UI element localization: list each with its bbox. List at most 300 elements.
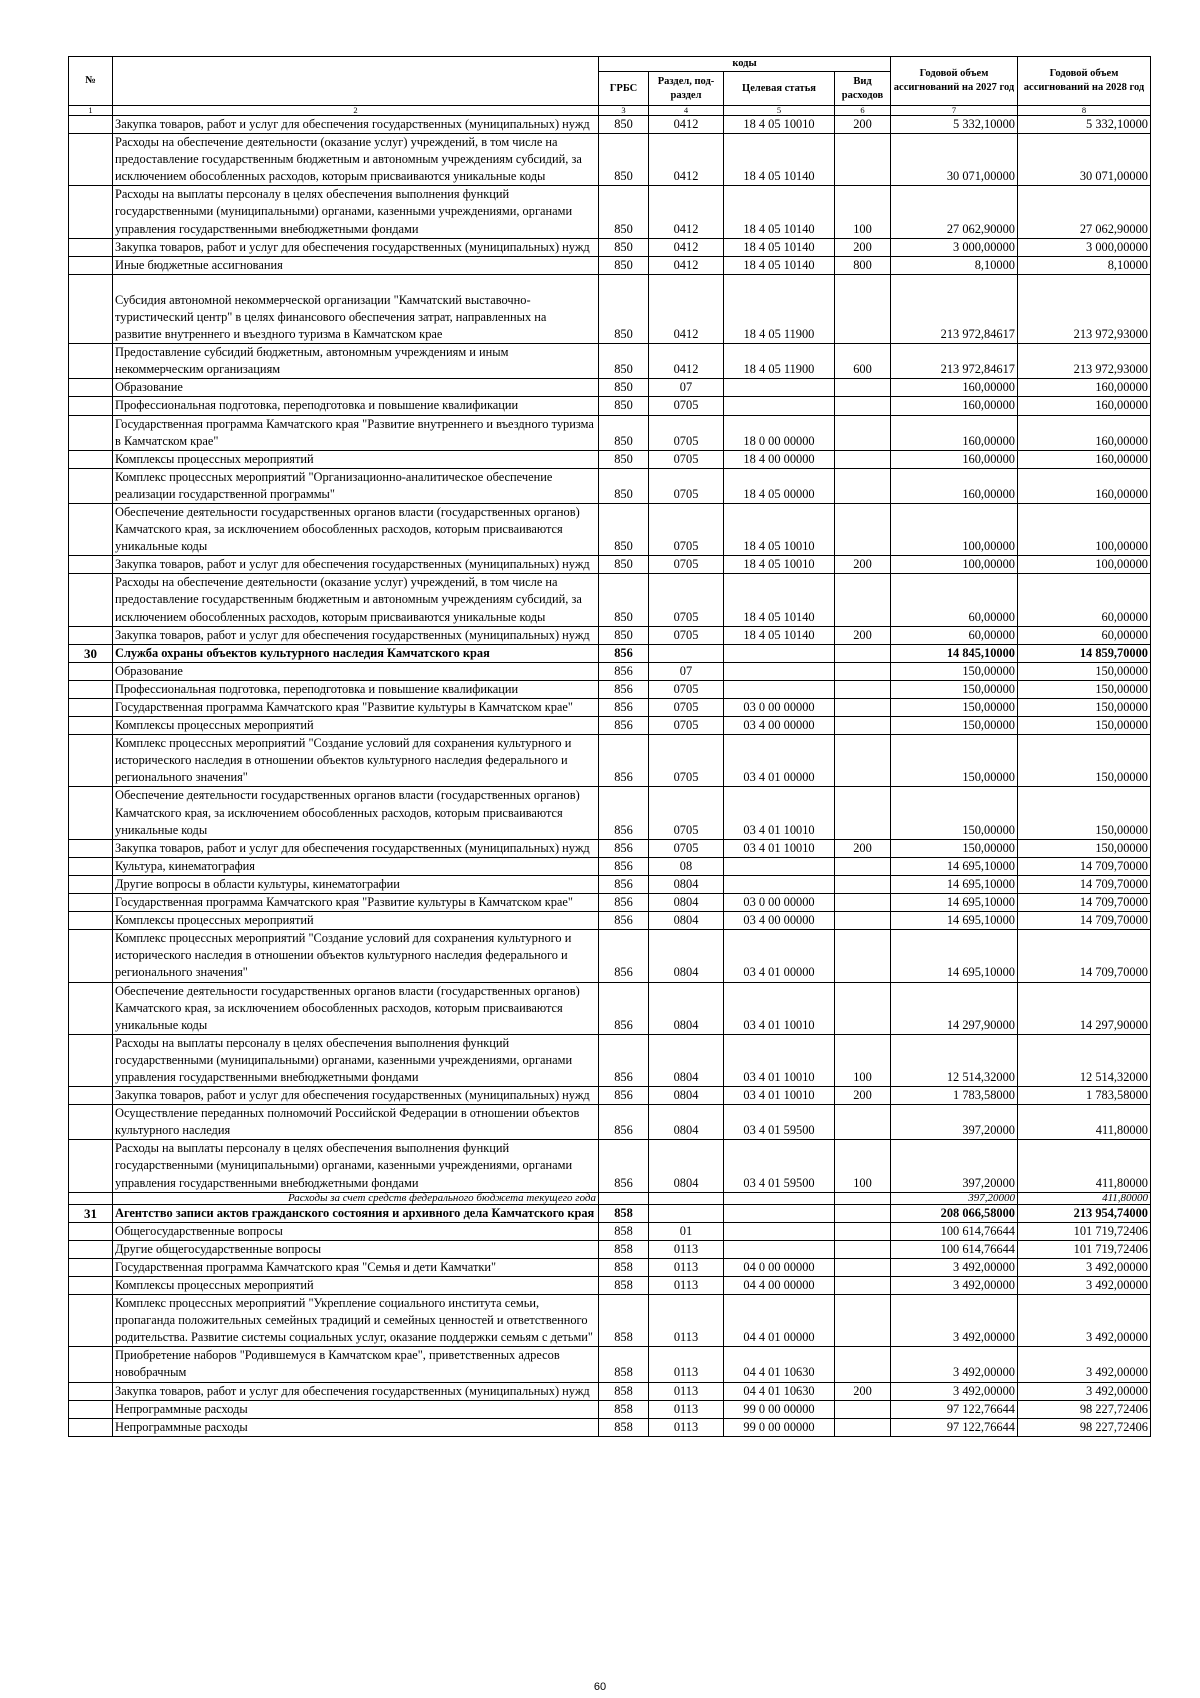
row-name: Обеспечение деятельности государственных органов власти (государственных органов) Камчатского края, за исключением обособленных расходов, которым присваиваются уникальные коды xyxy=(113,982,599,1034)
row-grbs: 858 xyxy=(599,1382,649,1400)
row-type xyxy=(835,930,891,982)
row-number xyxy=(69,238,113,256)
row-grbs: 856 xyxy=(599,930,649,982)
row-type xyxy=(835,397,891,415)
row-type xyxy=(835,912,891,930)
row-amount-2028: 3 492,00000 xyxy=(1018,1295,1151,1347)
row-grbs: 858 xyxy=(599,1347,649,1382)
row-number xyxy=(69,839,113,857)
row-section: 0412 xyxy=(649,238,724,256)
row-target: 18 4 05 10140 xyxy=(724,134,835,186)
table-row xyxy=(69,397,1151,415)
row-name: Расходы на обеспечение деятельности (оказание услуг) учреждений, в том числе на предоставление государственным бюджетным и автономным учреждениям субсидий, за исключением обособленных расходов, которым присваиваются уникальные коды xyxy=(113,574,599,626)
row-type xyxy=(835,1222,891,1240)
column-number: 6 xyxy=(835,106,891,116)
row-amount-2027: 8,10000 xyxy=(891,256,1018,274)
row-number xyxy=(69,256,113,274)
row-amount-2027: 208 066,58000 xyxy=(891,1204,1018,1222)
row-name: Закупка товаров, работ и услуг для обеспечения государственных (муниципальных) нужд xyxy=(113,839,599,857)
row-name: Комплексы процессных мероприятий xyxy=(113,717,599,735)
row-amount-2028: 60,00000 xyxy=(1018,626,1151,644)
row-type: 100 xyxy=(835,1034,891,1086)
row-section: 0705 xyxy=(649,574,724,626)
row-amount-2028: 213 972,93000 xyxy=(1018,344,1151,379)
row-section: 0113 xyxy=(649,1295,724,1347)
row-number xyxy=(69,1034,113,1086)
row-target: 03 0 00 00000 xyxy=(724,699,835,717)
table-row xyxy=(69,415,1151,450)
row-amount-2028: 150,00000 xyxy=(1018,680,1151,698)
row-section: 0113 xyxy=(649,1240,724,1258)
row-section: 0804 xyxy=(649,1034,724,1086)
row-amount-2027: 213 972,84617 xyxy=(891,344,1018,379)
row-amount-2027: 14 695,10000 xyxy=(891,930,1018,982)
row-grbs: 856 xyxy=(599,1140,649,1192)
row-target: 18 4 05 00000 xyxy=(724,468,835,503)
row-grbs: 856 xyxy=(599,894,649,912)
table-row xyxy=(69,735,1151,787)
row-type xyxy=(835,1105,891,1140)
table-row xyxy=(69,1240,1151,1258)
row-name: Обеспечение деятельности государственных органов власти (государственных органов) Камчатского края, за исключением обособленных расходов, которым присваиваются уникальные коды xyxy=(113,503,599,555)
row-target: 18 4 05 10140 xyxy=(724,574,835,626)
header-name xyxy=(113,57,599,106)
row-target xyxy=(724,1222,835,1240)
row-amount-2027: 160,00000 xyxy=(891,379,1018,397)
row-number xyxy=(69,1192,113,1204)
row-amount-2027: 14 695,10000 xyxy=(891,875,1018,893)
row-section: 0113 xyxy=(649,1400,724,1418)
row-amount-2028: 14 709,70000 xyxy=(1018,857,1151,875)
row-target: 99 0 00 00000 xyxy=(724,1400,835,1418)
row-amount-2028: 3 492,00000 xyxy=(1018,1277,1151,1295)
row-grbs: 856 xyxy=(599,982,649,1034)
row-target: 03 4 00 00000 xyxy=(724,717,835,735)
row-name: Обеспечение деятельности государственных органов власти (государственных органов) Камчатского края, за исключением обособленных расходов, которым присваиваются уникальные коды xyxy=(113,787,599,839)
row-amount-2027: 14 695,10000 xyxy=(891,857,1018,875)
row-number xyxy=(69,857,113,875)
row-grbs: 856 xyxy=(599,717,649,735)
row-grbs: 856 xyxy=(599,875,649,893)
row-type: 800 xyxy=(835,256,891,274)
row-grbs: 858 xyxy=(599,1418,649,1436)
row-grbs: 850 xyxy=(599,574,649,626)
row-number xyxy=(69,1140,113,1192)
row-type xyxy=(835,1258,891,1276)
table-row xyxy=(69,468,1151,503)
row-section: 0804 xyxy=(649,875,724,893)
row-type xyxy=(835,644,891,662)
row-type xyxy=(835,1400,891,1418)
row-amount-2028: 100,00000 xyxy=(1018,503,1151,555)
row-name: Закупка товаров, работ и услуг для обеспечения государственных (муниципальных) нужд xyxy=(113,626,599,644)
row-target xyxy=(724,662,835,680)
row-amount-2028: 101 719,72406 xyxy=(1018,1222,1151,1240)
row-type: 100 xyxy=(835,186,891,238)
row-type: 200 xyxy=(835,1087,891,1105)
row-amount-2027: 14 695,10000 xyxy=(891,912,1018,930)
row-target: 03 4 01 00000 xyxy=(724,930,835,982)
row-number xyxy=(69,1382,113,1400)
row-type xyxy=(835,1192,891,1204)
row-name: Закупка товаров, работ и услуг для обеспечения государственных (муниципальных) нужд xyxy=(113,238,599,256)
header-type: Вид расходов xyxy=(835,72,891,106)
table-row xyxy=(69,1087,1151,1105)
row-section: 0705 xyxy=(649,717,724,735)
row-name: Комплексы процессных мероприятий xyxy=(113,450,599,468)
row-amount-2027: 150,00000 xyxy=(891,735,1018,787)
row-grbs: 850 xyxy=(599,379,649,397)
row-name: Комплекс процессных мероприятий "Создание условий для сохранения культурного и исторического наследия в отношении объектов культурного наследия федерального и регионального значения" xyxy=(113,930,599,982)
row-amount-2028: 1 783,58000 xyxy=(1018,1087,1151,1105)
row-amount-2028: 60,00000 xyxy=(1018,574,1151,626)
row-amount-2027: 160,00000 xyxy=(891,468,1018,503)
row-target xyxy=(724,644,835,662)
row-target xyxy=(724,379,835,397)
row-target: 18 4 05 10010 xyxy=(724,116,835,134)
row-type xyxy=(835,450,891,468)
row-section: 01 xyxy=(649,1222,724,1240)
table-row xyxy=(69,1222,1151,1240)
row-name: Предоставление субсидий бюджетным, автономным учреждениям и иным некоммерческим организациям xyxy=(113,344,599,379)
row-number xyxy=(69,1087,113,1105)
row-number xyxy=(69,717,113,735)
row-name: Государственная программа Камчатского края "Развитие внутреннего и въездного туризма в Камчатском крае" xyxy=(113,415,599,450)
row-name: Другие общегосударственные вопросы xyxy=(113,1240,599,1258)
row-section: 0705 xyxy=(649,787,724,839)
row-amount-2028: 3 492,00000 xyxy=(1018,1382,1151,1400)
row-number xyxy=(69,1240,113,1258)
row-number xyxy=(69,982,113,1034)
row-number xyxy=(69,1347,113,1382)
row-grbs: 850 xyxy=(599,274,649,343)
row-number xyxy=(69,626,113,644)
row-type xyxy=(835,894,891,912)
row-name: Агентство записи актов гражданского состояния и архивного дела Камчатского края xyxy=(113,1204,599,1222)
header-2027: Годовой объем ассигнований на 2027 год xyxy=(891,57,1018,106)
table-row xyxy=(69,1258,1151,1276)
column-number: 8 xyxy=(1018,106,1151,116)
row-amount-2028: 14 709,70000 xyxy=(1018,894,1151,912)
row-number xyxy=(69,699,113,717)
table-row xyxy=(69,238,1151,256)
row-amount-2027: 1 783,58000 xyxy=(891,1087,1018,1105)
row-target xyxy=(724,857,835,875)
row-section: 0113 xyxy=(649,1258,724,1276)
row-type xyxy=(835,468,891,503)
row-number: 30 xyxy=(69,644,113,662)
row-grbs: 858 xyxy=(599,1277,649,1295)
row-amount-2028: 27 062,90000 xyxy=(1018,186,1151,238)
row-section xyxy=(649,1192,724,1204)
row-amount-2027: 14 695,10000 xyxy=(891,894,1018,912)
row-amount-2027: 60,00000 xyxy=(891,574,1018,626)
row-number xyxy=(69,1277,113,1295)
table-row xyxy=(69,680,1151,698)
table-row xyxy=(69,503,1151,555)
row-section: 0705 xyxy=(649,415,724,450)
row-name: Расходы на выплаты персоналу в целях обеспечения выполнения функций государственными (муниципальными) органами, казенными учреждениями, органами управления государственными внебюджетными фондами xyxy=(113,186,599,238)
row-grbs: 856 xyxy=(599,735,649,787)
row-section: 0113 xyxy=(649,1277,724,1295)
row-name: Расходы за счет средств федерального бюджета текущего года xyxy=(113,1192,599,1204)
row-name: Общегосударственные вопросы xyxy=(113,1222,599,1240)
row-amount-2028: 411,80000 xyxy=(1018,1105,1151,1140)
row-type: 200 xyxy=(835,238,891,256)
row-type xyxy=(835,1418,891,1436)
row-target: 03 4 01 10010 xyxy=(724,839,835,857)
row-grbs: 850 xyxy=(599,256,649,274)
table-row xyxy=(69,116,1151,134)
row-type xyxy=(835,787,891,839)
table-row xyxy=(69,1192,1151,1204)
table-row xyxy=(69,717,1151,735)
row-target xyxy=(724,1204,835,1222)
row-amount-2027: 150,00000 xyxy=(891,699,1018,717)
row-target: 04 4 00 00000 xyxy=(724,1277,835,1295)
column-number: 4 xyxy=(649,106,724,116)
row-target xyxy=(724,1192,835,1204)
row-number xyxy=(69,735,113,787)
row-number xyxy=(69,680,113,698)
row-name: Закупка товаров, работ и услуг для обеспечения государственных (муниципальных) нужд xyxy=(113,116,599,134)
row-number: 31 xyxy=(69,1204,113,1222)
row-section: 0705 xyxy=(649,468,724,503)
row-type xyxy=(835,662,891,680)
row-section: 0412 xyxy=(649,116,724,134)
row-name: Государственная программа Камчатского края "Семья и дети Камчатки" xyxy=(113,1258,599,1276)
row-grbs: 858 xyxy=(599,1240,649,1258)
row-grbs xyxy=(599,1192,649,1204)
row-section: 0804 xyxy=(649,1087,724,1105)
row-grbs: 858 xyxy=(599,1258,649,1276)
row-type: 100 xyxy=(835,1140,891,1192)
row-target: 03 4 01 10010 xyxy=(724,1034,835,1086)
row-section xyxy=(649,1204,724,1222)
row-section: 0804 xyxy=(649,982,724,1034)
row-target: 18 0 00 00000 xyxy=(724,415,835,450)
row-number xyxy=(69,134,113,186)
row-name: Комплекс процессных мероприятий "Создание условий для сохранения культурного и исторического наследия в отношении объектов культурного наследия федерального и регионального значения" xyxy=(113,735,599,787)
row-name: Закупка товаров, работ и услуг для обеспечения государственных (муниципальных) нужд xyxy=(113,556,599,574)
row-name: Закупка товаров, работ и услуг для обеспечения государственных (муниципальных) нужд xyxy=(113,1087,599,1105)
row-amount-2028: 14 709,70000 xyxy=(1018,875,1151,893)
row-type xyxy=(835,574,891,626)
header-target: Целевая статья xyxy=(724,72,835,106)
row-grbs: 850 xyxy=(599,450,649,468)
row-amount-2027: 150,00000 xyxy=(891,717,1018,735)
row-target xyxy=(724,875,835,893)
row-section: 0113 xyxy=(649,1418,724,1436)
row-type xyxy=(835,1240,891,1258)
table-row xyxy=(69,787,1151,839)
row-amount-2028: 3 492,00000 xyxy=(1018,1258,1151,1276)
row-number xyxy=(69,397,113,415)
row-amount-2028: 3 000,00000 xyxy=(1018,238,1151,256)
row-name: Закупка товаров, работ и услуг для обеспечения государственных (муниципальных) нужд xyxy=(113,1382,599,1400)
row-number xyxy=(69,186,113,238)
row-type xyxy=(835,1277,891,1295)
row-section xyxy=(649,644,724,662)
table-header xyxy=(69,57,1151,116)
row-name: Осуществление переданных полномочий Российской Федерации в отношении объектов культурного наследия xyxy=(113,1105,599,1140)
row-grbs: 856 xyxy=(599,644,649,662)
row-target: 03 4 01 00000 xyxy=(724,735,835,787)
table-row xyxy=(69,644,1151,662)
header-codes: коды xyxy=(599,57,891,72)
row-section: 0412 xyxy=(649,344,724,379)
budget-table-container xyxy=(68,56,1150,1437)
row-amount-2028: 98 227,72406 xyxy=(1018,1418,1151,1436)
header-section: Раздел, под-раздел xyxy=(649,72,724,106)
table-row xyxy=(69,344,1151,379)
row-amount-2028: 160,00000 xyxy=(1018,450,1151,468)
table-row xyxy=(69,1140,1151,1192)
row-number xyxy=(69,450,113,468)
row-number xyxy=(69,344,113,379)
row-type xyxy=(835,735,891,787)
row-grbs: 856 xyxy=(599,1087,649,1105)
row-type: 200 xyxy=(835,839,891,857)
table-row xyxy=(69,839,1151,857)
row-type xyxy=(835,717,891,735)
row-grbs: 856 xyxy=(599,857,649,875)
row-amount-2027: 3 492,00000 xyxy=(891,1382,1018,1400)
row-type: 200 xyxy=(835,556,891,574)
row-amount-2028: 411,80000 xyxy=(1018,1192,1151,1204)
row-amount-2027: 160,00000 xyxy=(891,397,1018,415)
row-amount-2028: 150,00000 xyxy=(1018,839,1151,857)
row-name: Расходы на выплаты персоналу в целях обеспечения выполнения функций государственными (муниципальными) органами, казенными учреждениями, органами управления государственными внебюджетными фондами xyxy=(113,1140,599,1192)
row-section: 08 xyxy=(649,857,724,875)
row-amount-2027: 150,00000 xyxy=(891,680,1018,698)
row-type xyxy=(835,982,891,1034)
header-grbs: ГРБС xyxy=(599,72,649,106)
row-section: 07 xyxy=(649,662,724,680)
table-row xyxy=(69,930,1151,982)
row-name: Расходы на обеспечение деятельности (оказание услуг) учреждений, в том числе на предоставление государственным бюджетным и автономным учреждениям субсидий, за исключением обособленных расходов, которым присваиваются уникальные коды xyxy=(113,134,599,186)
row-grbs: 856 xyxy=(599,680,649,698)
column-number: 5 xyxy=(724,106,835,116)
row-name: Комплекс процессных мероприятий "Организационно-аналитическое обеспечение реализации государственной программы" xyxy=(113,468,599,503)
row-type: 200 xyxy=(835,116,891,134)
row-target: 18 4 00 00000 xyxy=(724,450,835,468)
row-section: 0113 xyxy=(649,1347,724,1382)
row-amount-2028: 411,80000 xyxy=(1018,1140,1151,1192)
row-section: 0804 xyxy=(649,1140,724,1192)
row-number xyxy=(69,503,113,555)
header-number: № xyxy=(69,57,113,106)
row-name: Культура, кинематография xyxy=(113,857,599,875)
table-row xyxy=(69,894,1151,912)
row-amount-2027: 14 297,90000 xyxy=(891,982,1018,1034)
table-row xyxy=(69,1034,1151,1086)
row-type xyxy=(835,134,891,186)
table-body xyxy=(69,116,1151,1437)
table-row xyxy=(69,1105,1151,1140)
row-grbs: 856 xyxy=(599,1034,649,1086)
row-section: 0705 xyxy=(649,680,724,698)
row-amount-2028: 150,00000 xyxy=(1018,717,1151,735)
row-amount-2027: 100,00000 xyxy=(891,503,1018,555)
row-amount-2028: 150,00000 xyxy=(1018,699,1151,717)
table-row xyxy=(69,875,1151,893)
header-2028: Годовой объем ассигнований на 2028 год xyxy=(1018,57,1151,106)
row-target: 03 4 01 10010 xyxy=(724,982,835,1034)
row-name: Образование xyxy=(113,662,599,680)
row-target: 18 4 05 11900 xyxy=(724,274,835,343)
row-grbs: 850 xyxy=(599,116,649,134)
row-target: 03 0 00 00000 xyxy=(724,894,835,912)
table-row xyxy=(69,857,1151,875)
row-target: 04 0 00 00000 xyxy=(724,1258,835,1276)
row-section: 0113 xyxy=(649,1382,724,1400)
row-grbs: 856 xyxy=(599,699,649,717)
row-target: 04 4 01 10630 xyxy=(724,1382,835,1400)
row-amount-2027: 3 492,00000 xyxy=(891,1277,1018,1295)
row-type xyxy=(835,1347,891,1382)
table-row xyxy=(69,1418,1151,1436)
table-row xyxy=(69,1295,1151,1347)
row-name: Государственная программа Камчатского края "Развитие культуры в Камчатском крае" xyxy=(113,894,599,912)
row-amount-2027: 397,20000 xyxy=(891,1192,1018,1204)
row-grbs: 850 xyxy=(599,415,649,450)
row-section: 0705 xyxy=(649,699,724,717)
row-name: Другие вопросы в области культуры, кинематографии xyxy=(113,875,599,893)
row-grbs: 856 xyxy=(599,839,649,857)
row-target xyxy=(724,1240,835,1258)
row-type xyxy=(835,680,891,698)
row-amount-2027: 100 614,76644 xyxy=(891,1222,1018,1240)
row-amount-2027: 100 614,76644 xyxy=(891,1240,1018,1258)
row-number xyxy=(69,116,113,134)
table-row xyxy=(69,912,1151,930)
row-amount-2027: 3 492,00000 xyxy=(891,1295,1018,1347)
table-row xyxy=(69,1277,1151,1295)
row-grbs: 850 xyxy=(599,186,649,238)
row-target: 18 4 05 10140 xyxy=(724,626,835,644)
row-amount-2028: 160,00000 xyxy=(1018,397,1151,415)
row-type xyxy=(835,1204,891,1222)
row-number xyxy=(69,912,113,930)
row-grbs: 850 xyxy=(599,556,649,574)
row-grbs: 850 xyxy=(599,238,649,256)
row-amount-2028: 5 332,10000 xyxy=(1018,116,1151,134)
row-number xyxy=(69,379,113,397)
row-amount-2027: 160,00000 xyxy=(891,450,1018,468)
row-amount-2028: 213 972,93000 xyxy=(1018,274,1151,343)
table-row xyxy=(69,1400,1151,1418)
row-type xyxy=(835,503,891,555)
table-row xyxy=(69,1382,1151,1400)
row-number xyxy=(69,875,113,893)
row-amount-2027: 397,20000 xyxy=(891,1140,1018,1192)
row-target: 18 4 05 10140 xyxy=(724,256,835,274)
row-number xyxy=(69,468,113,503)
row-grbs: 858 xyxy=(599,1204,649,1222)
table-row xyxy=(69,450,1151,468)
table-row xyxy=(69,626,1151,644)
row-target: 99 0 00 00000 xyxy=(724,1418,835,1436)
row-number xyxy=(69,1295,113,1347)
row-type xyxy=(835,857,891,875)
row-name: Служба охраны объектов культурного наследия Камчатского края xyxy=(113,644,599,662)
table-row xyxy=(69,1347,1151,1382)
row-type xyxy=(835,379,891,397)
row-section: 0412 xyxy=(649,274,724,343)
row-grbs: 850 xyxy=(599,468,649,503)
row-amount-2027: 150,00000 xyxy=(891,662,1018,680)
